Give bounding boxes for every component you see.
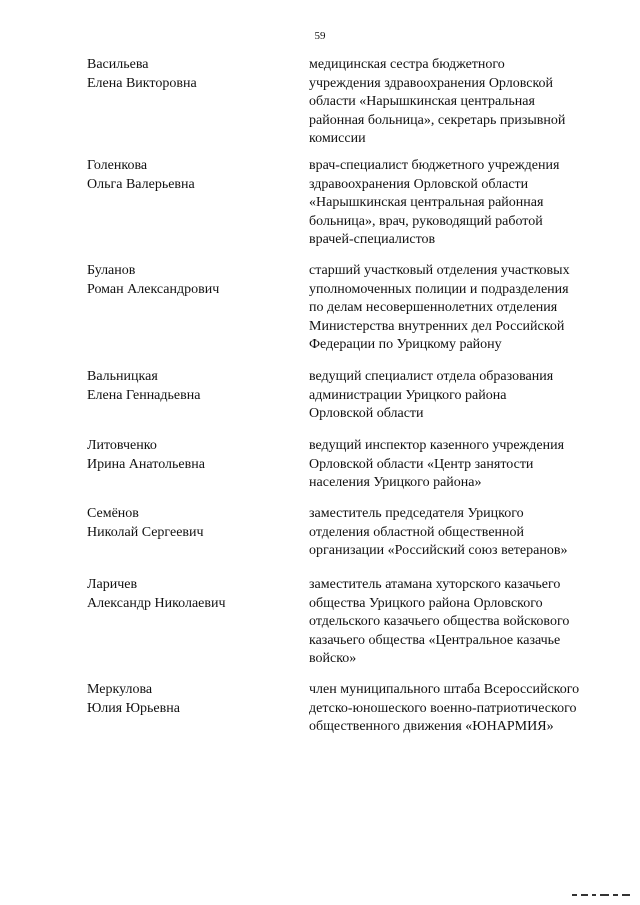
member-name [87,262,287,299]
position-line: области «Нарышкинская центральная [309,94,535,109]
member-surname: Васильева [87,57,149,72]
member-surname: Буланов [87,263,136,278]
position-line: врачей-специалистов [309,232,436,247]
position-line: врач-специалист бюджетного учреждения [309,158,560,173]
position-line: Орловской области «Центр занятости [309,456,534,472]
position-line: ведущий специалист отдела образования [309,369,554,384]
position-line: здравоохранения Орловской области [309,176,529,192]
position-line: комиссии [309,131,366,146]
member-position [309,681,609,737]
position-line: общества Урицкого района Орловского [309,595,543,611]
member-position [309,576,609,669]
page-number: 59 [314,30,326,42]
position-line: общественного движения «ЮНАРМИЯ» [309,719,554,734]
member-name [87,681,287,718]
position-line: отдельского казачьего общества войскового [309,614,570,629]
member-name [87,368,287,405]
member-given-names: Николай Сергеевич [87,524,204,540]
position-line: детско-юношеского военно-патриотического [309,700,577,716]
position-line: администрации Урицкого района [309,387,507,403]
position-line: организации «Российский союз ветеранов» [309,543,568,558]
member-surname: Ларичев [87,577,138,592]
position-line: казачьего общества «Центральное казачье [309,632,561,648]
position-line: отделения областной общественной [309,524,525,540]
member-given-names: Ольга Валерьевна [87,176,195,192]
member-surname: Литовченко [87,438,157,453]
member-position [309,157,609,250]
member-given-names: Александр Николаевич [87,595,226,611]
member-name [87,576,287,613]
member-name [87,437,287,474]
position-line: ведущий инспектор казенного учреждения [309,438,565,453]
position-line: «Нарышкинская центральная районная [309,195,544,210]
member-name [87,56,287,93]
member-surname: Вальницкая [87,369,158,384]
member-position [309,56,609,149]
position-line: член муниципального штаба Всероссийского [309,682,580,697]
position-line: Федерации по Урицкому району [309,337,502,352]
member-given-names: Ирина Анатольевна [87,456,205,472]
position-line: Орловской области [309,406,424,421]
position-line: старший участковый отделения участковых [309,263,570,278]
member-surname: Голенкова [87,158,148,173]
position-line: по делам несовершеннолетних отделения [309,300,558,315]
position-line: населения Урицкого района» [309,475,482,490]
member-surname: Меркулова [87,682,153,697]
member-position [309,262,609,355]
position-line: Министерства внутренних дел Российской [309,318,565,334]
member-given-names: Елена Геннадьевна [87,387,201,403]
member-name [87,505,287,542]
member-given-names: Роман Александрович [87,281,220,297]
position-line: учреждения здравоохранения Орловской [309,75,554,91]
member-given-names: Юлия Юрьевна [87,700,180,716]
position-line: войско» [309,651,357,666]
position-line: медицинская сестра бюджетного [309,57,505,72]
member-surname: Семёнов [87,506,139,521]
member-given-names: Елена Викторовна [87,75,197,91]
member-position [309,368,609,424]
position-line: районная больница», секретарь призывной [309,112,566,128]
scan-edge-mark [572,892,632,898]
position-line: больница», врач, руководящий работой [309,213,543,229]
member-position [309,437,609,493]
member-name [87,157,287,194]
position-line: уполномоченных полиции и подразделения [309,281,569,297]
position-line: заместитель председателя Урицкого [309,506,524,521]
member-position [309,505,609,561]
position-line: заместитель атамана хуторского казачьего [309,577,561,592]
